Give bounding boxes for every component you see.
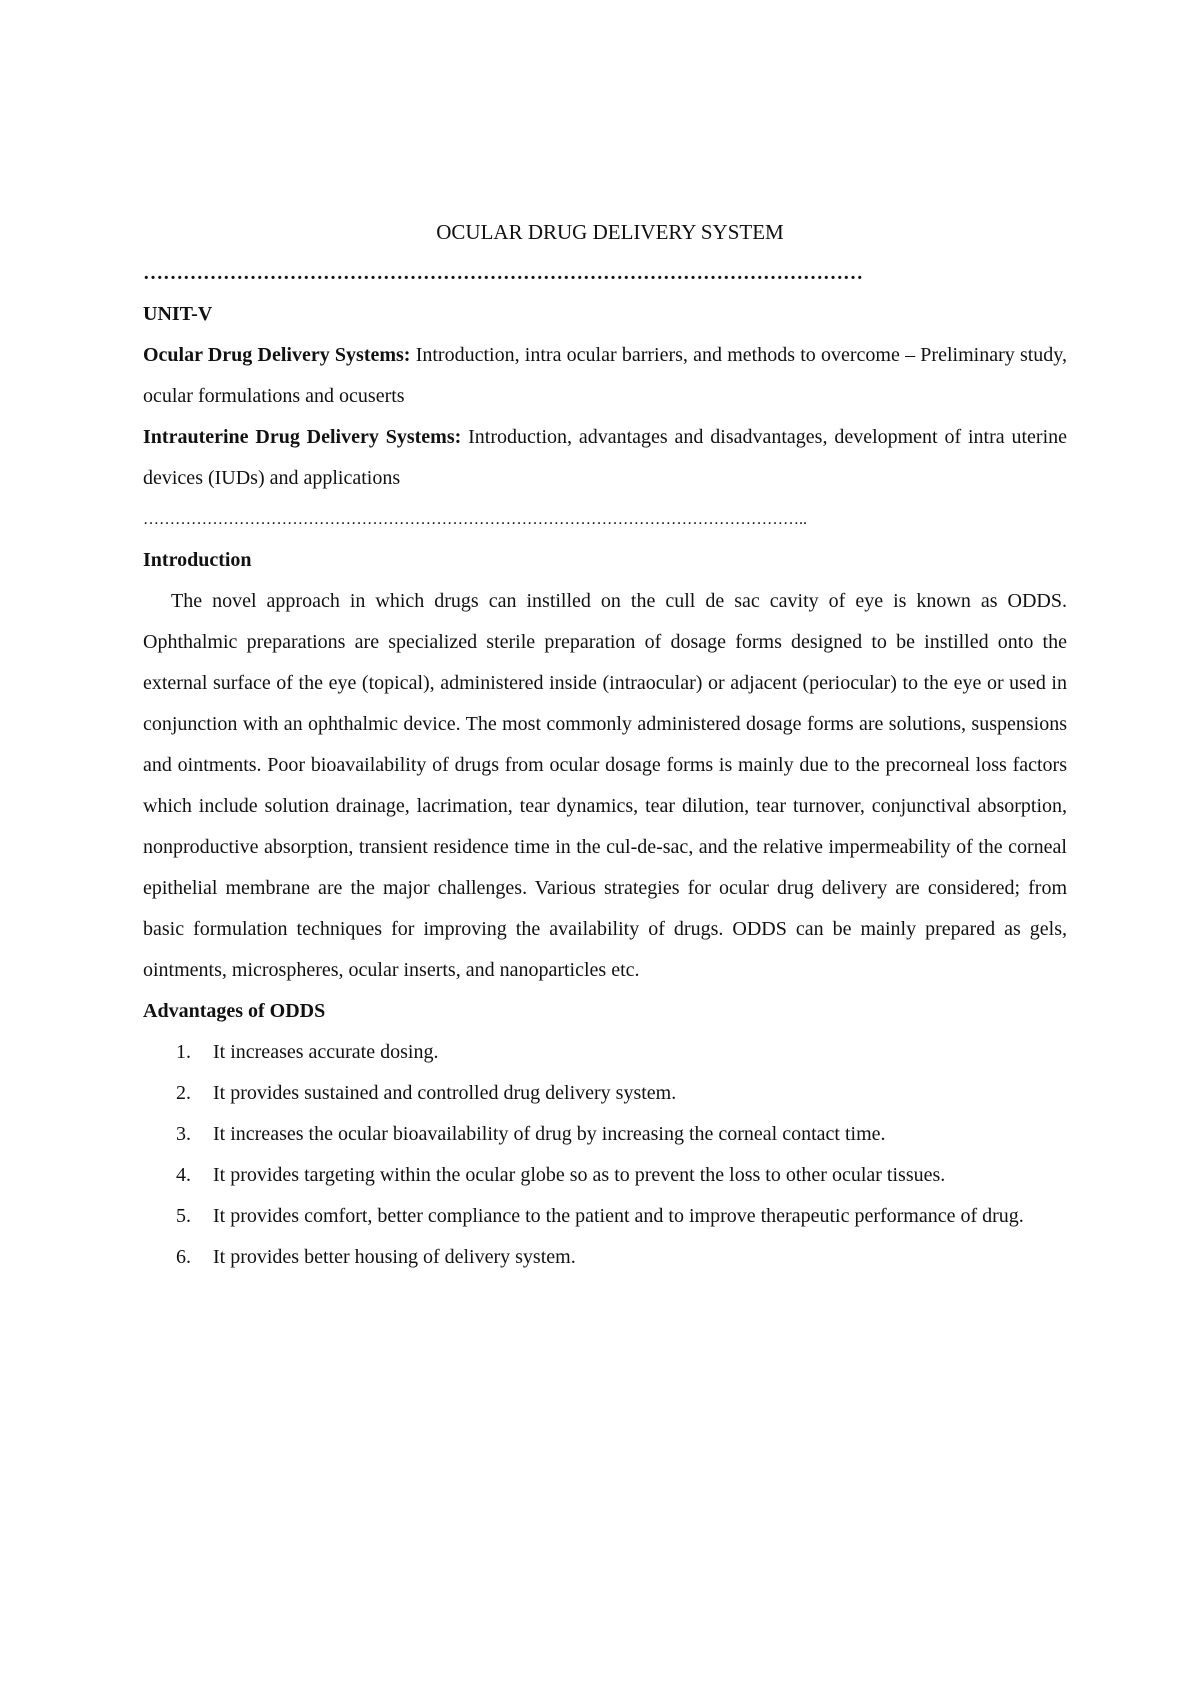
separator-bottom: ……………………………………………………………………………………………………………..: [143, 511, 807, 528]
syllabus-ocular: [143, 335, 1067, 417]
list-item-text: It increases the ocular bioavailability of drug by increasing the corneal contact time.: [213, 1123, 886, 1145]
list-item: [143, 1155, 1067, 1196]
introduction-heading: Introduction: [143, 549, 252, 571]
syllabus-ocular-text: Introduction, intra ocular barriers, and methods to overcome – Preliminary study, ocular formulations and ocuserts: [143, 344, 1067, 407]
syllabus-intrauterine-text: Introduction, advantages and disadvantages, development of intra uterine devices (IUDs) and applications: [143, 426, 1068, 489]
list-item-number: 3.: [176, 1123, 191, 1145]
list-item: [143, 1196, 1067, 1237]
list-item-number: 1.: [176, 1041, 191, 1063]
introduction-paragraph: The novel approach in which drugs can instilled on the cull de sac cavity of eye is known as ODDS. Ophthalmic preparations are specialized sterile preparation of dosage forms designed to be instilled onto the external surface of the eye (topical), administered inside (intraocular) or adjacent (periocular) to the eye or used in conjunction with an ophthalmic device. The most commonly administered dosage forms are solutions, suspensions and ointments. Poor bioavailability of drugs from ocular dosage forms is mainly due to the precorneal loss factors which include solution drainage, lacrimation, tear dynamics, tear dilution, tear turnover, conjunctival absorption, nonproductive absorption, transient residence time in the cul-de-sac, and the relative impermeability of the corneal epithelial membrane are the major challenges. Various strategies for ocular drug delivery are considered; from basic formulation techniques for improving the availability of drugs. ODDS can be mainly prepared as gels, ointments, microspheres, ocular inserts, and nanoparticles etc.: [143, 590, 1067, 981]
list-item: [143, 1032, 1067, 1073]
syllabus-intrauterine-label: Intrauterine Drug Delivery Systems:: [143, 426, 462, 448]
list-item-number: 6.: [176, 1246, 191, 1268]
separator-top: ………………………………………………………………………………………………: [143, 262, 863, 284]
list-item-text: It provides better housing of delivery system.: [213, 1246, 576, 1268]
advantages-list: [143, 1032, 1067, 1278]
list-item-number: 4.: [176, 1164, 191, 1186]
syllabus-intrauterine: [143, 417, 1067, 499]
list-item-text: It provides targeting within the ocular globe so as to prevent the loss to other ocular tissues.: [213, 1164, 946, 1186]
list-item-text: It provides sustained and controlled drug delivery system.: [213, 1082, 677, 1104]
syllabus-ocular-label: Ocular Drug Delivery Systems:: [143, 344, 411, 366]
unit-label: UNIT-V: [143, 303, 213, 325]
list-item-number: 2.: [176, 1082, 191, 1104]
list-item-text: It increases accurate dosing.: [213, 1041, 439, 1063]
list-item-text: It provides comfort, better compliance to the patient and to improve therapeutic performance of drug.: [213, 1205, 1024, 1227]
list-item: [143, 1237, 1067, 1278]
document-content: [143, 212, 1067, 1278]
document-title: OCULAR DRUG DELIVERY SYSTEM: [436, 220, 784, 244]
advantages-heading: Advantages of ODDS: [143, 1000, 326, 1022]
list-item: [143, 1073, 1067, 1114]
list-item-number: 5.: [176, 1205, 191, 1227]
list-item: [143, 1114, 1067, 1155]
